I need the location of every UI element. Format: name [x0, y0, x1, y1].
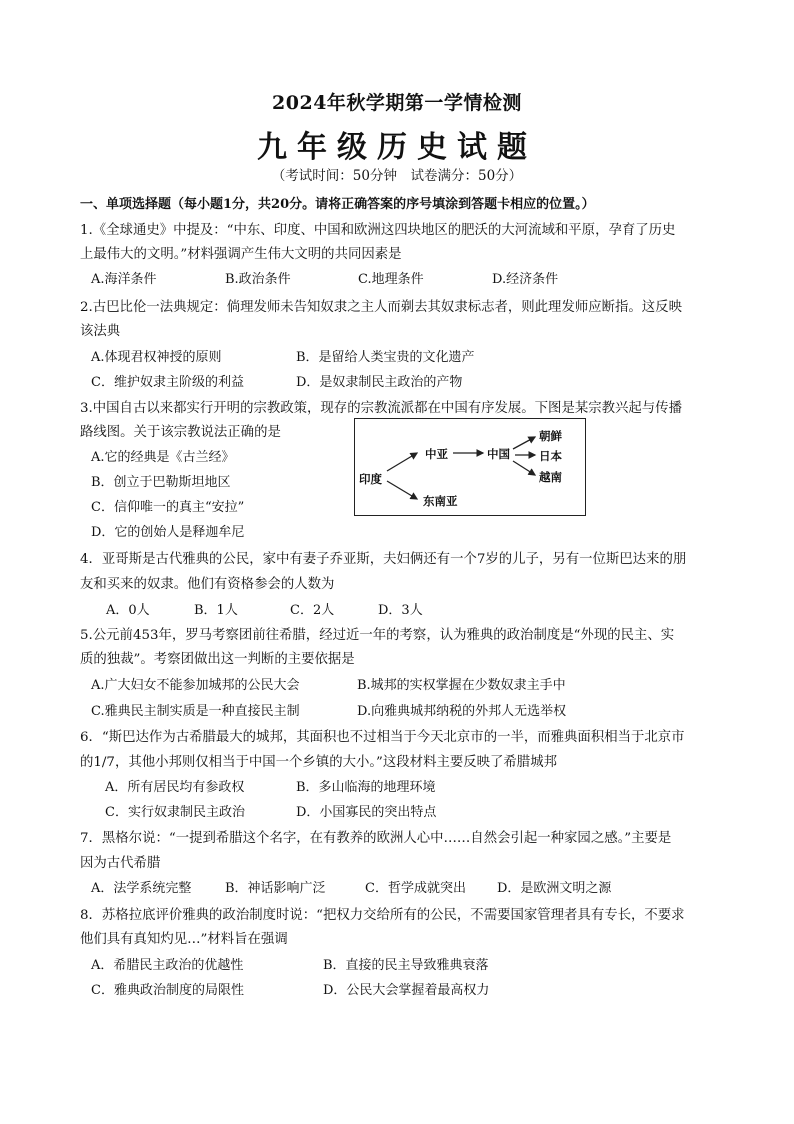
question-7-option-a: A．法学系统完整 — [91, 881, 192, 896]
diagram-node-korea: 朝鲜 — [539, 429, 562, 443]
section-heading: 一、单项选择题（每小题1分，共20分。请将正确答案的序号填涂到答题卡相应的位置。） — [80, 197, 595, 212]
question-6-option-d: D．小国寡民的突出特点 — [296, 805, 437, 820]
question-8-option-a: A．希腊民主政治的优越性 — [91, 958, 244, 973]
question-4-option-b: B．1人 — [194, 603, 238, 618]
question-8-line-1: 8．苏格拉底评价雅典的政治制度时说：“把权力交给所有的公民，不需要国家管理者具有专长，不要求 — [80, 908, 685, 923]
diagram-node-central-asia: 中亚 — [425, 447, 448, 461]
question-4-line-2: 友和买来的奴隶。他们有资格参会的人数为 — [80, 577, 335, 592]
question-2-line-1: 2.古巴比伦一法典规定：倘理发师未告知奴隶之主人而剃去其奴隶标志者，则此理发师应断指。这反映 — [80, 300, 682, 315]
question-5-line-2: 质的独裁”。考察团做出这一判断的主要依据是 — [80, 652, 355, 667]
question-1-option-b: B.政治条件 — [225, 272, 291, 287]
question-1-option-c: C.地理条件 — [358, 272, 424, 287]
question-1-option-d: D.经济条件 — [492, 272, 559, 287]
diagram-node-southeast-asia: 东南亚 — [423, 494, 458, 508]
exam-subject-title: 九年级历史试题 — [257, 130, 537, 165]
question-7-line-1: 7．黑格尔说：“一提到希腊这个名字，在有教养的欧洲人心中……自然会引起一种家园之感。”主要是 — [80, 831, 672, 846]
question-6-line-1: 6．“斯巴达作为古希腊最大的城邦，其面积也不过相当于今天北京市的一半，而雅典面积相当于北京市 — [80, 730, 685, 745]
question-5-option-b: B.城邦的实权掌握在少数奴隶主手中 — [357, 678, 566, 693]
diagram-node-vietnam: 越南 — [539, 470, 562, 484]
question-5-option-d: D.向雅典城邦纳税的外邦人无选举权 — [357, 704, 567, 719]
question-3-option-c: C．信仰唯一的真主“安拉” — [91, 500, 245, 515]
question-8-option-d: D．公民大会掌握着最高权力 — [323, 983, 490, 998]
question-2-option-d: D．是奴隶制民主政治的产物 — [296, 375, 463, 390]
exam-term-title: 2024年秋学期第一学情检测 — [272, 92, 522, 114]
question-8-option-b: B．直接的民主导致雅典衰落 — [323, 958, 489, 973]
question-2-option-b: B．是留给人类宝贵的文化遗产 — [296, 350, 475, 365]
question-4-line-1: 4．亚哥斯是古代雅典的公民，家中有妻子乔亚斯，夫妇俩还有一个7岁的儿子，另有一位斯巴达来的朋 — [80, 552, 687, 567]
question-6-option-c: C．实行奴隶制民主政治 — [105, 805, 245, 820]
religion-spread-diagram — [354, 418, 586, 516]
question-1-line-1: 1.《全球通史》中提及：“中东、印度、中国和欧洲这四块地区的肥沃的大河流域和平原，孕育了历史 — [80, 223, 676, 238]
diagram-node-japan: 日本 — [539, 449, 562, 463]
question-3-line-2: 路线图。关于该宗教说法正确的是 — [80, 425, 281, 440]
question-6-option-b: B．多山临海的地理环境 — [296, 780, 436, 795]
question-2-line-2: 该法典 — [80, 324, 121, 339]
question-3-option-b: B．创立于巴勒斯坦地区 — [91, 475, 231, 490]
question-8-option-c: C．雅典政治制度的局限性 — [91, 983, 244, 998]
diagram-node-china: 中国 — [487, 447, 510, 461]
question-4-option-c: C．2人 — [290, 603, 335, 618]
question-3-option-d: D．它的创始人是释迦牟尼 — [91, 525, 245, 540]
question-2-option-c: C．维护奴隶主阶级的利益 — [91, 375, 244, 390]
question-1-line-2: 上最伟大的文明。”材料强调产生伟大文明的共同因素是 — [80, 247, 402, 262]
question-1-option-a: A.海洋条件 — [91, 272, 157, 287]
question-3-option-a: A.它的经典是《古兰经》 — [91, 450, 235, 465]
question-3-line-1: 3.中国自古以来都实行开明的宗教政策，现存的宗教流派都在中国有序发展。下图是某宗教兴起与传播 — [80, 401, 682, 416]
question-2-option-a: A.体现君权神授的原则 — [91, 350, 222, 365]
question-6-option-a: A．所有居民均有参政权 — [105, 780, 245, 795]
question-8-line-2: 他们具有真知灼见…”材料旨在强调 — [80, 932, 288, 947]
question-7-option-c: C．哲学成就突出 — [365, 881, 466, 896]
question-6-line-2: 的1/7，其他小邦则仅相当于中国一个乡镇的大小。”这段材料主要反映了希腊城邦 — [80, 755, 557, 770]
question-5-option-c: C.雅典民主制实质是一种直接民主制 — [91, 704, 300, 719]
question-7-line-2: 因为古代希腊 — [80, 856, 161, 871]
exam-info: （考试时间：50分钟 试卷满分：50分） — [271, 168, 523, 184]
question-7-option-d: D．是欧洲文明之源 — [497, 881, 612, 896]
question-5-line-1: 5.公元前453年，罗马考察团前往希腊，经过近一年的考察，认为雅典的政治制度是“外现的民主、实 — [80, 628, 675, 643]
question-4-option-a: A．0人 — [106, 603, 150, 618]
question-7-option-b: B．神话影响广泛 — [225, 881, 326, 896]
question-5-option-a: A.广大妇女不能参加城邦的公民大会 — [91, 678, 300, 693]
question-4-option-d: D．3人 — [378, 603, 423, 618]
diagram-node-india: 印度 — [359, 472, 382, 486]
